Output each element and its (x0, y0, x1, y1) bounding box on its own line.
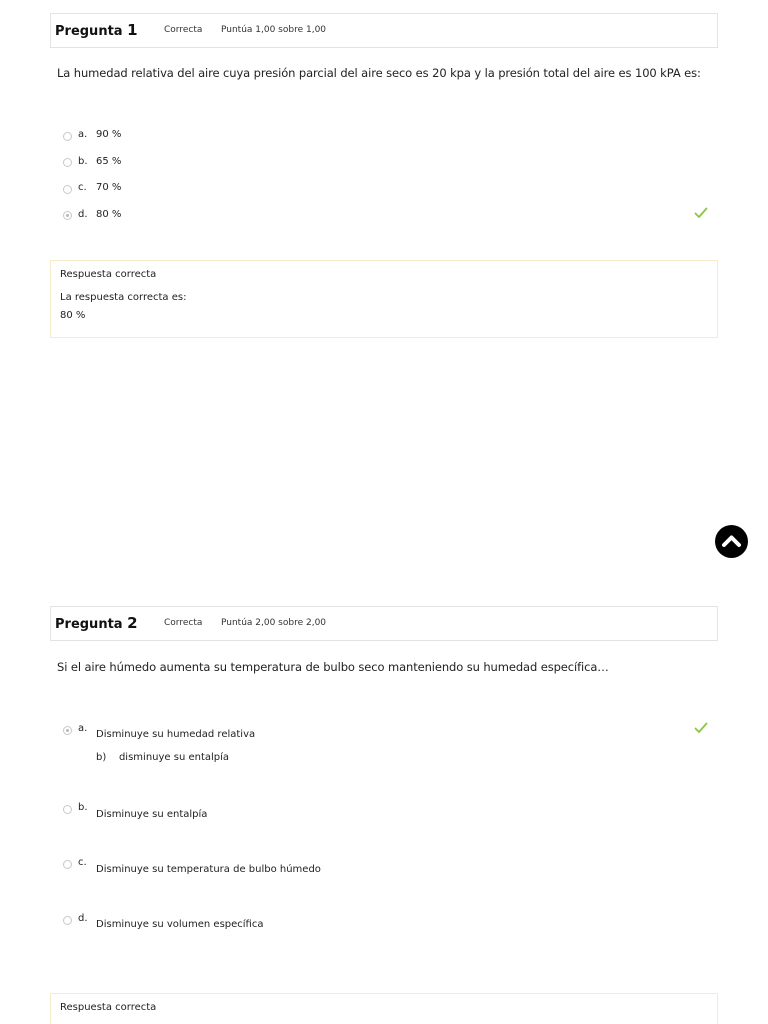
q1-option-b-letter: b. (78, 156, 88, 167)
q1-option-b-text: 65 % (96, 156, 122, 167)
feedback-status: Respuesta correcta (60, 269, 157, 280)
q2-option-b-text: Disminuye su entalpía (96, 809, 208, 820)
q2-option-d-radio[interactable] (63, 916, 72, 925)
q2-option-a-text: Disminuye su humedad relativa (96, 729, 256, 740)
question-2-grade: Puntúa 2,00 sobre 2,00 (221, 618, 327, 628)
q1-option-a-radio[interactable] (63, 132, 72, 141)
right-answer-label: La respuesta correcta es: (60, 292, 187, 303)
question-1-number: 1 (127, 21, 138, 39)
question-2-state: Correcta (164, 618, 203, 628)
question-1-grade: Puntúa 1,00 sobre 1,00 (221, 25, 327, 35)
q2-option-a-radio[interactable] (63, 726, 72, 735)
feedback-status: Respuesta correcta (60, 1002, 157, 1013)
q1-option-c-letter: c. (78, 182, 87, 193)
q1-option-a-letter: a. (78, 129, 88, 140)
q2-option-d-text: Disminuye su volumen específica (96, 919, 264, 930)
q2-option-c-radio[interactable] (63, 860, 72, 869)
check-icon (694, 722, 708, 734)
q1-option-a-text: 90 % (96, 129, 122, 140)
check-icon (694, 207, 708, 219)
q1-option-d-text: 80 % (96, 209, 122, 220)
question-1-header (50, 13, 718, 48)
q1-option-c-text: 70 % (96, 182, 122, 193)
q2-option-a-subtext: b) disminuye su entalpía (96, 752, 230, 763)
question-1-feedback (50, 260, 718, 338)
q2-option-b-letter: b. (78, 802, 88, 813)
q1-option-d-radio[interactable] (63, 211, 72, 220)
question-2-header (50, 606, 718, 641)
chevron-up-icon (715, 525, 748, 558)
question-1-title: Pregunta 1 (55, 21, 138, 39)
question-2-text: Si el aire húmedo aumenta su temperatura de bulbo seco manteniendo su humedad específica… (57, 660, 609, 674)
right-answer-value: 80 % (60, 310, 86, 321)
question-1-state: Correcta (164, 25, 203, 35)
q1-option-c-radio[interactable] (63, 185, 72, 194)
scroll-to-top-button[interactable] (715, 525, 748, 558)
q2-option-b-radio[interactable] (63, 805, 72, 814)
q1-option-b-radio[interactable] (63, 158, 72, 167)
q2-option-c-text: Disminuye su temperatura de bulbo húmedo (96, 864, 321, 875)
q2-option-a-letter: a. (78, 723, 88, 734)
q1-option-d-letter: d. (78, 209, 88, 220)
question-1-text: La humedad relativa del aire cuya presión parcial del aire seco es 20 kpa y la presión total del aire es 100 kPA es: (57, 66, 701, 80)
question-2-feedback (50, 993, 718, 1024)
q2-option-c-letter: c. (78, 857, 87, 868)
question-2-title: Pregunta 2 (55, 614, 138, 632)
q2-option-d-letter: d. (78, 913, 88, 924)
question-2-number: 2 (127, 614, 138, 632)
